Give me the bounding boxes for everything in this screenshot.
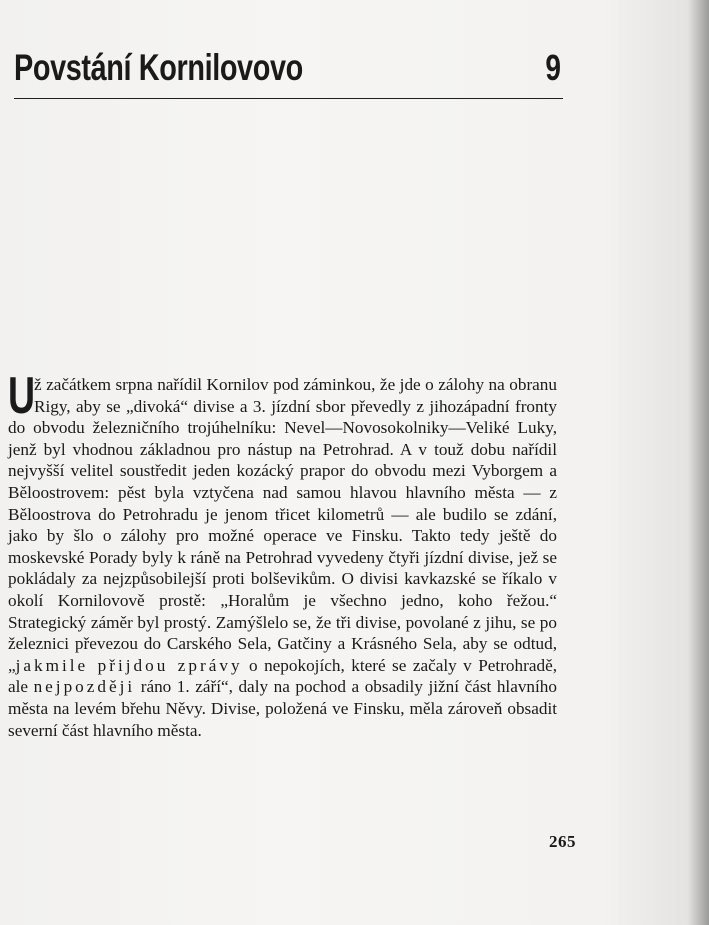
chapter-header (14, 44, 563, 99)
text-segment: ráno 1. září“, daly na pochod a obsadily jižní část hlavního města na levém břehu Něvy. Divise, položená ve Finsku, měla zároveň obsadit severní část hlavního města. (8, 677, 557, 740)
paragraph-text (8, 367, 557, 741)
drop-cap: U (8, 367, 36, 425)
chapter-title: Povstání Kornilovovo (14, 47, 303, 88)
spaced-emphasis: jakmile přijdou zprávy (15, 655, 243, 675)
spaced-emphasis: nejpozději (33, 677, 136, 697)
text-segment: o nepokojích, které se začaly v Petrohradě, ale (8, 655, 557, 697)
page-number: 265 (549, 832, 576, 851)
text-segment: ž začátkem srpna nařídil Kornilov pod záminkou, že jde o zálohy na obranu Rigy, aby se „divoká“ divise a 3. jízdní sbor převedly z jihozápadní fronty do obvodu železničního trojúhelníku: Nevel—Novosokolniky—Veliké Luky, jenž byl vhodnou základnou pro nástup na Petrohrad. A v touž dobu nařídil nejvyšší velitel soustředit jeden kozácký prapor do obvodu mezi Vyborgem a Běloostrovem: pěst byla vztyčena nad samou hlavou hlavního města — z Běloostrova do Petrohradu je jenom třicet kilometrů — ale budilo se zdání, jako by šlo o zálohy pro možné operace ve Finsku. Takto tedy ještě do moskevské Porady byly k ráně na Petrohrad vyvedeny čtyři jízdní divise, jež se pokládaly za nejzpůsobilejší proti bolševikům. O divisi kavkazské se říkalo v okolí Kornilovově prostě: „Horalům je všechno jedno, koho řežou.“ Strategický záměr byl prostý. Zamýšlelo se, že tři divise, povolané z jihu, se po železnici převezou do Carského Sela, Gatčiny a Krásného Sela, aby se odtud, „ (8, 375, 557, 675)
body-paragraph (8, 367, 557, 741)
chapter-number: 9 (545, 47, 561, 88)
